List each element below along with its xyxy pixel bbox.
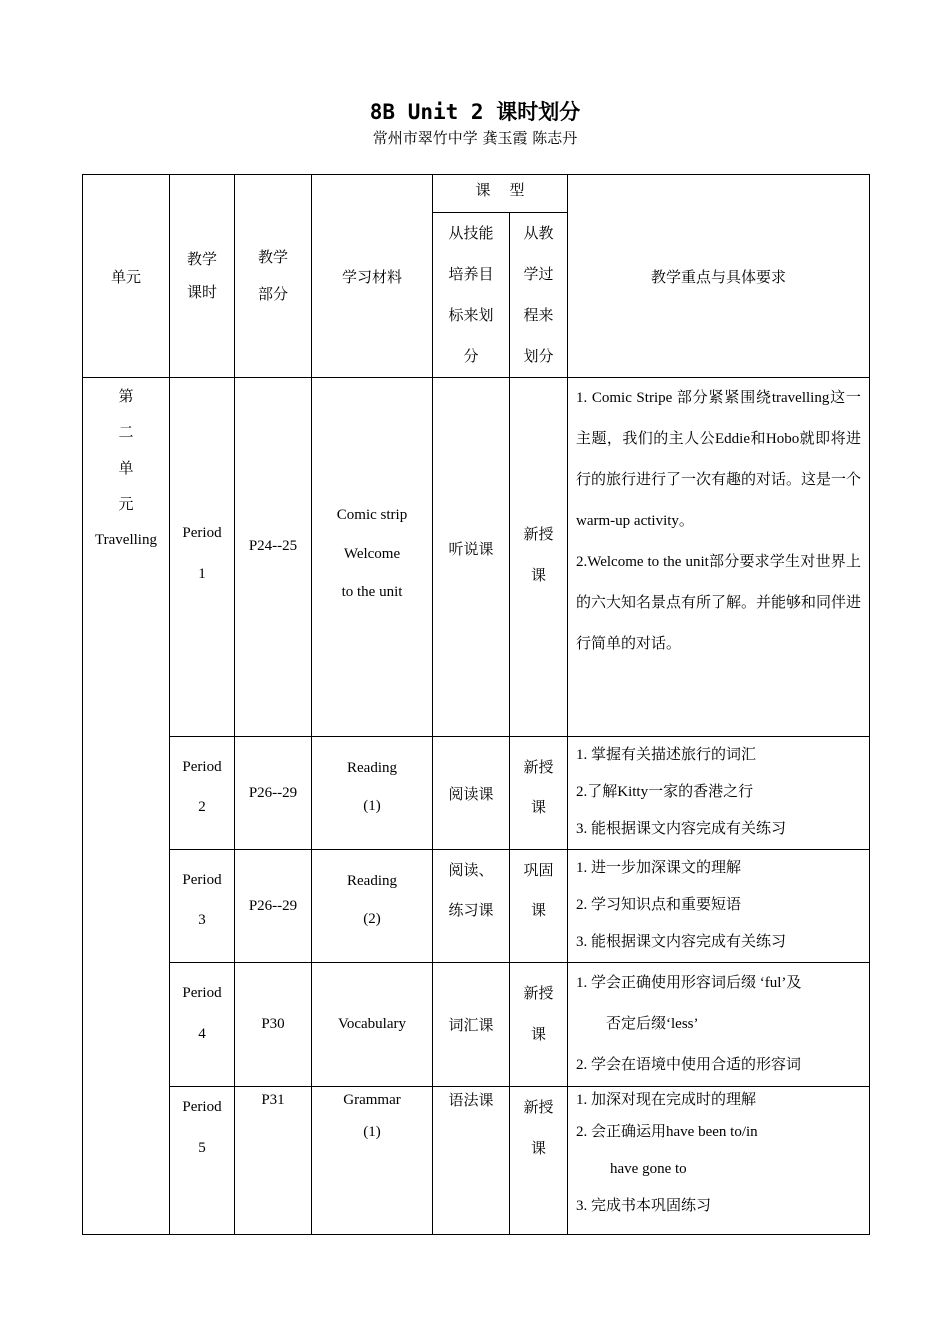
header-type-process: 从教 学过 程来 划分 bbox=[510, 213, 568, 378]
header-material: 学习材料 bbox=[312, 175, 433, 378]
part-cell: P26--29 bbox=[235, 737, 312, 850]
part-cell: P26--29 bbox=[235, 850, 312, 963]
table-row bbox=[83, 963, 870, 1087]
header-type-skill: 从技能 培养目 标来划 分 bbox=[433, 213, 510, 378]
process-type-cell: 新授 课 bbox=[510, 378, 568, 737]
part-cell: P24--25 bbox=[235, 378, 312, 737]
header-unit: 单元 bbox=[83, 175, 170, 378]
focus-cell: 1. 学会正确使用形容词后缀 ‘ful’及 否定后缀‘less’ 2. 学会在语境中使用合适的形容词 bbox=[568, 963, 870, 1087]
period-cell: Period 5 bbox=[170, 1087, 235, 1235]
unit-cell: 第 二 单 元 Travelling bbox=[83, 378, 170, 1235]
authors-line: 常州市翠竹中学 龚玉霞 陈志丹 bbox=[372, 129, 578, 147]
material-cell: Comic strip Welcome to the unit bbox=[312, 378, 433, 737]
process-type-cell: 巩固 课 bbox=[510, 850, 568, 963]
focus-cell: 1. Comic Stripe 部分紧紧围绕travelling这一主题，我们的主人公Eddie和Hobo就即将进行的旅行进行了一次有趣的对话。这是一个warm-up activity。 2.Welcome to the unit部分要求学生对世界上的六大知名景点有所了解。并能够和同伴进行简单的对话。 bbox=[568, 378, 870, 737]
process-type-cell: 新授 课 bbox=[510, 1087, 568, 1235]
part-cell: P30 bbox=[235, 963, 312, 1087]
material-cell: Reading (1) bbox=[312, 737, 433, 850]
period-cell: Period 2 bbox=[170, 737, 235, 850]
skill-type-cell: 阅读课 bbox=[433, 737, 510, 850]
header-period: 教学 课时 bbox=[170, 175, 235, 378]
skill-type-cell: 语法课 bbox=[433, 1087, 510, 1235]
table-row bbox=[83, 378, 870, 737]
page-title: 8B Unit 2 课时划分 bbox=[369, 100, 581, 124]
table-row bbox=[83, 850, 870, 963]
focus-cell: 1. 掌握有关描述旅行的词汇 2.了解Kitty一家的香港之行 3. 能根据课文内容完成有关练习 bbox=[568, 737, 870, 850]
table-row bbox=[83, 737, 870, 850]
header-focus: 教学重点与具体要求 bbox=[568, 175, 870, 378]
skill-type-cell: 阅读、 练习课 bbox=[433, 850, 510, 963]
part-cell: P31 bbox=[235, 1087, 312, 1235]
table-row bbox=[83, 1087, 870, 1235]
header-part: 教学 部分 bbox=[235, 175, 312, 378]
focus-cell: 1. 进一步加深课文的理解 2. 学习知识点和重要短语 3. 能根据课文内容完成有关练习 bbox=[568, 850, 870, 963]
skill-type-cell: 听说课 bbox=[433, 378, 510, 737]
skill-type-cell: 词汇课 bbox=[433, 963, 510, 1087]
process-type-cell: 新授 课 bbox=[510, 737, 568, 850]
focus-cell: 1. 加深对现在完成时的理解 2. 会正确运用have been to/in have gone to 3. 完成书本巩固练习 bbox=[568, 1087, 870, 1235]
period-cell: Period 1 bbox=[170, 378, 235, 737]
lesson-plan-table bbox=[82, 174, 870, 1235]
material-cell: Grammar (1) bbox=[312, 1087, 433, 1235]
period-cell: Period 4 bbox=[170, 963, 235, 1087]
material-cell: Reading (2) bbox=[312, 850, 433, 963]
period-cell: Period 3 bbox=[170, 850, 235, 963]
header-type: 课 型 bbox=[433, 175, 568, 213]
process-type-cell: 新授 课 bbox=[510, 963, 568, 1087]
material-cell: Vocabulary bbox=[312, 963, 433, 1087]
